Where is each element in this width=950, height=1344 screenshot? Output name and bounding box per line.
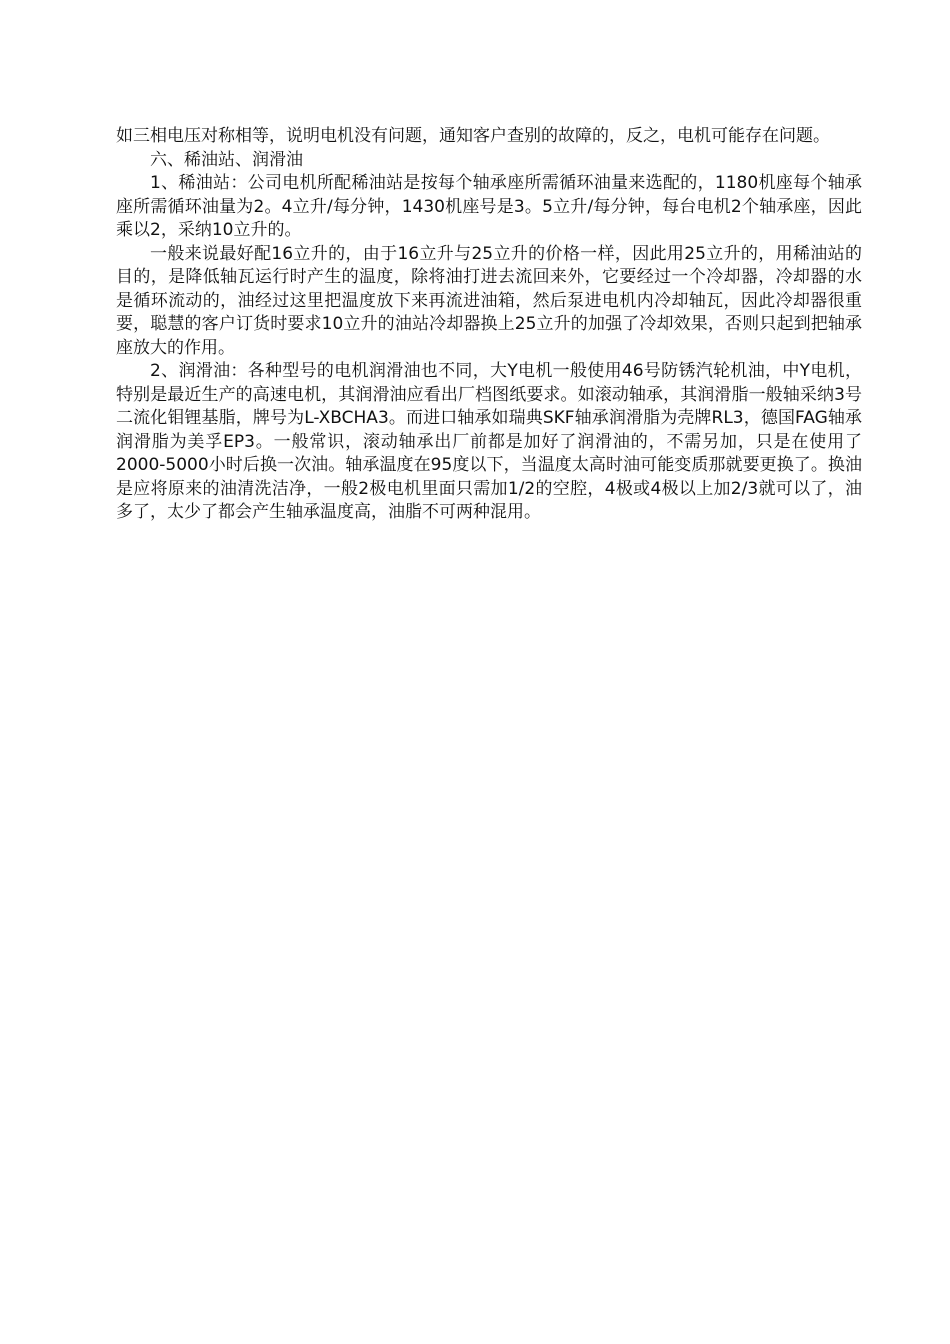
paragraph-continuation: 如三相电压对称相等，说明电机没有问题，通知客户查别的故障的，反之，电机可能存在问题。 [116,126,830,146]
paragraph-cooler: 一般来说最好配16立升的，由于16立升与25立升的价格一样，因此用25立升的，用稀油站的目的，是降低轴瓦运行时产生的温度，除将油打进去流回来外，它要经过一个冷却器，冷却器的水是循环流动的，油经过这里把温度放下来再流进油箱，然后泵进电机内冷却轴瓦，因此冷却器很重要，聪慧的客户订货时要求10立升的油站冷却器换上25立升的加强了冷却效果，否则只起到把轴承座放大的作用。 [116,243,862,358]
paragraph-lubricant: 2、润滑油：各种型号的电机润滑油也不同，大Y电机一般使用46号防锈汽轮机油，中Y电机，特别是最近生产的高速电机，其润滑油应看出厂档图纸要求。如滚动轴承，其润滑脂一般轴采纳3号二流化钼锂基脂，牌号为L-XBCHA3。而进口轴承如瑞典SKF轴承润滑脂为壳牌RL3，德国FAG轴承润滑脂为美孚EP3。一般常识，滚动轴承出厂前都是加好了润滑油的，不需另加，只是在使用了2000-5000小时后换一次油。轴承温度在95度以下，当温度太高时油可能变质那就要更换了。换油是应将原来的油清洗洁净，一般2极电机里面只需加1/2的空腔，4极或4极以上加2/3就可以了，油多了，太少了都会产生轴承温度高，油脂不可两种混用。 [116,361,862,522]
document-body [116,125,862,525]
section-heading: 六、稀油站、润滑油 [150,149,303,170]
paragraph-oil-station: 1、稀油站：公司电机所配稀油站是按每个轴承座所需循环油量来选配的，1180机座每个轴承座所需循环油量为2。4立升/每分钟，1430机座号是3。5立升/每分钟，每台电机2个轴承座，因此 乘以2，采纳10立升的。 [116,173,862,240]
